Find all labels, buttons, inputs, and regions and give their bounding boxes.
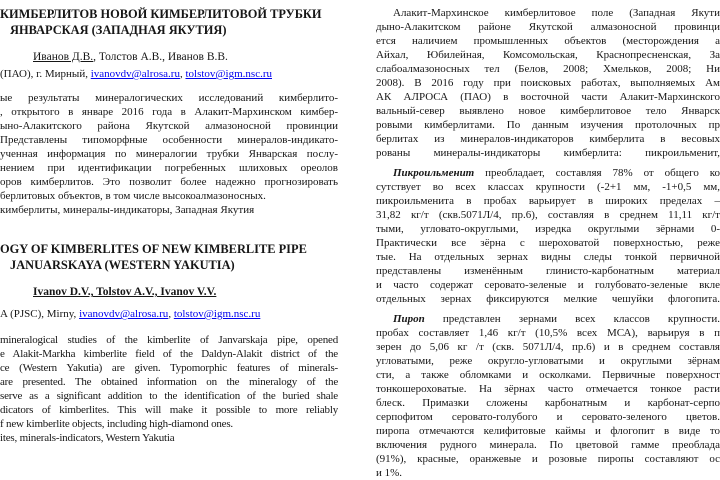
text-line: 31,82 кг/т (скв.5071Л/4, пр.6), составляя в среднем 11,11 кг/т — [376, 209, 720, 221]
authors-ru — [33, 51, 333, 63]
keywords-en-line: ites, minerals-indicators, Western Yakutia — [0, 432, 175, 444]
affiliation-ru-text: (ПАО), г. Мирный, — [0, 68, 91, 80]
text-line: включения рудного минерала. По цветовой гамме преоблада — [376, 439, 720, 451]
text-line: отдельных зернах фиксируются мелкие чешуйки флогопита. — [376, 293, 720, 305]
text-line: и часто содержат серовато-зеленые и голубовато-зеленые вкле — [376, 279, 720, 291]
text-line: тонкошероховатые. На зёрнах часто отмечается тонкое расти — [376, 383, 720, 395]
text-line: рованы минералы-индикаторы кимберлита: пикроильменит, — [376, 147, 720, 159]
text-line: Представлены типоморфные особенности минералов-индикато- — [0, 134, 338, 146]
text-line: 2008). В 2016 году при поисковых работах, выполняемых Ам — [376, 77, 720, 89]
affiliation-en-text: A (PJSC), Mirny, — [0, 308, 80, 320]
authors-en-text: Ivanov D.V., Tolstov A.V., Ivanov V.V. — [33, 286, 217, 298]
text-line: ется наличием промышленных объектов (месторождения а — [376, 35, 720, 47]
article-title-ru-line2: ЯНВАРСКАЯ (ЗАПАДНАЯ ЯКУТИЯ) — [10, 23, 227, 37]
text-line: f new kimberlite objects, including high-diamond ones. — [0, 418, 233, 430]
lead-term-picroilmenite: Пикроильменит — [393, 167, 475, 179]
email-link-tolstov[interactable]: tolstov@igm.nsc.ru — [185, 68, 272, 80]
email-link-ivanov[interactable]: ivanovdv@alrosa.ru — [90, 68, 180, 80]
text-line: блеск. Примазки сложены карбонатным и карбонат-серпо — [376, 397, 720, 409]
affiliation-separator: , — [179, 68, 186, 80]
text-line: (91%), красные, оранжевые и розовые пиропы составляют ос — [376, 453, 720, 465]
article-title-ru — [0, 6, 338, 38]
email-link-tolstov-en[interactable]: tolstov@igm.nsc.ru — [173, 308, 261, 320]
text-fragment: преобладает, составляя 78% от общего ко — [474, 167, 720, 179]
text-line: зерен до 5,06 кг /т (скв. 5071Л/4, пр.6) и в среднем составля — [376, 341, 720, 353]
affiliation-ru — [0, 68, 338, 80]
affiliation-separator: , — [168, 308, 174, 320]
text-line: и 1%. — [376, 467, 403, 479]
text-line: Алакит-Мархинское кимберлитовое поле (Западная Якути — [393, 7, 720, 19]
lead-term-pyrope: Пироп — [393, 313, 425, 325]
authors-en — [33, 286, 333, 298]
author-ru-underlined: Иванов Д.В. — [33, 51, 94, 63]
abstract-ru — [0, 91, 338, 217]
article-title-en — [0, 241, 338, 273]
text-line: вальный-север выявлено новое кимберлитовое тело Январск — [376, 105, 720, 117]
text-line: нением при идентификации погребенных шлиховых ореолов — [0, 162, 338, 174]
keywords-ru-line: кимберлиты, минералы-индикаторы, Западная Якутия — [0, 204, 255, 216]
affiliation-en — [0, 308, 338, 320]
text-line: пиропа отмечаются келифитовые каймы и флогопит в виде то — [376, 425, 720, 437]
text-line: dicators of kimberlites. This will make it possible to more reliably — [0, 404, 338, 416]
article-title-en-line1: OGY OF KIMBERLITES OF NEW KIMBERLITE PIPE — [0, 242, 307, 256]
text-line: ce (Western Yakutia) are given. Typomorphic features of minerals- — [0, 362, 338, 374]
text-line: сутствует во всех классах крупности (-2+1 мм, -1+0,5 мм, — [376, 181, 720, 193]
text-line: пикроильменита в пробах варьирует в широких пределах – — [376, 195, 720, 207]
authors-ru-rest: , Толстов А.В., Иванов В.В. — [93, 51, 228, 63]
text-line: тыми, угловато-округлыми, изредка округлыми зёрнами 0- — [376, 223, 720, 235]
text-line: дыно-Алакитском районе Якутской алмазоносной провинци — [376, 21, 720, 33]
text-line: угловатыми, реже округло-угловатыми и округлыми зёрнам — [376, 355, 720, 367]
right-column — [376, 0, 720, 480]
paragraph-picroilmenite — [376, 166, 720, 306]
text-line: берлитах из минералов-индикаторов кимберлита в весовых — [376, 133, 720, 145]
abstract-en — [0, 333, 338, 445]
text-line: тые. На отдельных зернах видны следы тонкой первичной — [376, 251, 720, 263]
text-line: сти, а также обломками и осколками. Первичные поверхност — [376, 369, 720, 381]
text-line: ые результаты минералогических исследований кимберлито- — [0, 92, 338, 104]
text-line: АК АЛРОСА (ПАО) в восточной части Алакит-Мархинского — [376, 91, 720, 103]
article-title-ru-line1: КИМБЕРЛИТОВ НОВОЙ КИМБЕРЛИТОВОЙ ТРУБКИ — [0, 7, 322, 21]
text-line: Айхал, Юбилейная, Комсомольская, Краснопресненская, За — [376, 49, 720, 61]
text-line: are presented. The obtained information on the mineralogy of the — [0, 376, 338, 388]
article-title-en-line2: JANUARSKAYA (WESTERN YAKUTIA) — [10, 258, 235, 272]
text-line: e Alakit-Markha kimberlite field of the Daldyn-Alakit district of the — [0, 348, 338, 360]
text-line: берлитовых объектов, в том числе высокоалмазоносных. — [0, 190, 266, 202]
text-line: Практически все зёрна с шероховатой поверхностью, реже — [376, 237, 720, 249]
text-line: serve as a significant addition to the identification of the buried shale — [0, 390, 338, 402]
text-line — [376, 312, 720, 326]
text-line: ровыми кимберлитами. По данным изучения протолочных пр — [376, 119, 720, 131]
text-line: представлены изменённым глинисто-карбонатным материал — [376, 265, 720, 277]
left-column — [0, 0, 338, 480]
text-line: mineralogical studies of the kimberlite of Janvarskaja pipe, opened — [0, 334, 338, 346]
paragraph-pyrope — [376, 312, 720, 480]
text-line: слабоалмазоносных тел (Белов, 2008; Хмельков, 2008; Ни — [376, 63, 720, 75]
text-line: пробах составляет 1,46 кг/т (10,5% всех МСА), варьируя в п — [376, 327, 720, 339]
text-line: ученная информация по минералогии трубки Январская послу- — [0, 148, 338, 160]
text-line: оров кимберлитов. Это позволит более надежно прогнозировать — [0, 176, 338, 188]
text-line: ыно-Алакитского района Якутской алмазоносной провинции — [0, 120, 338, 132]
text-line: серпофитом серовато-голубого и серовато-зеленого цветов. — [376, 411, 720, 423]
text-line: , открытого в январе 2016 года в Алакит-Мархинском кимбер- — [0, 106, 338, 118]
text-line — [376, 166, 720, 180]
email-link-ivanov-en[interactable]: ivanovdv@alrosa.ru — [79, 308, 169, 320]
paragraph-intro — [376, 6, 720, 160]
text-fragment: представлен зернами всех классов крупности. — [424, 313, 720, 325]
